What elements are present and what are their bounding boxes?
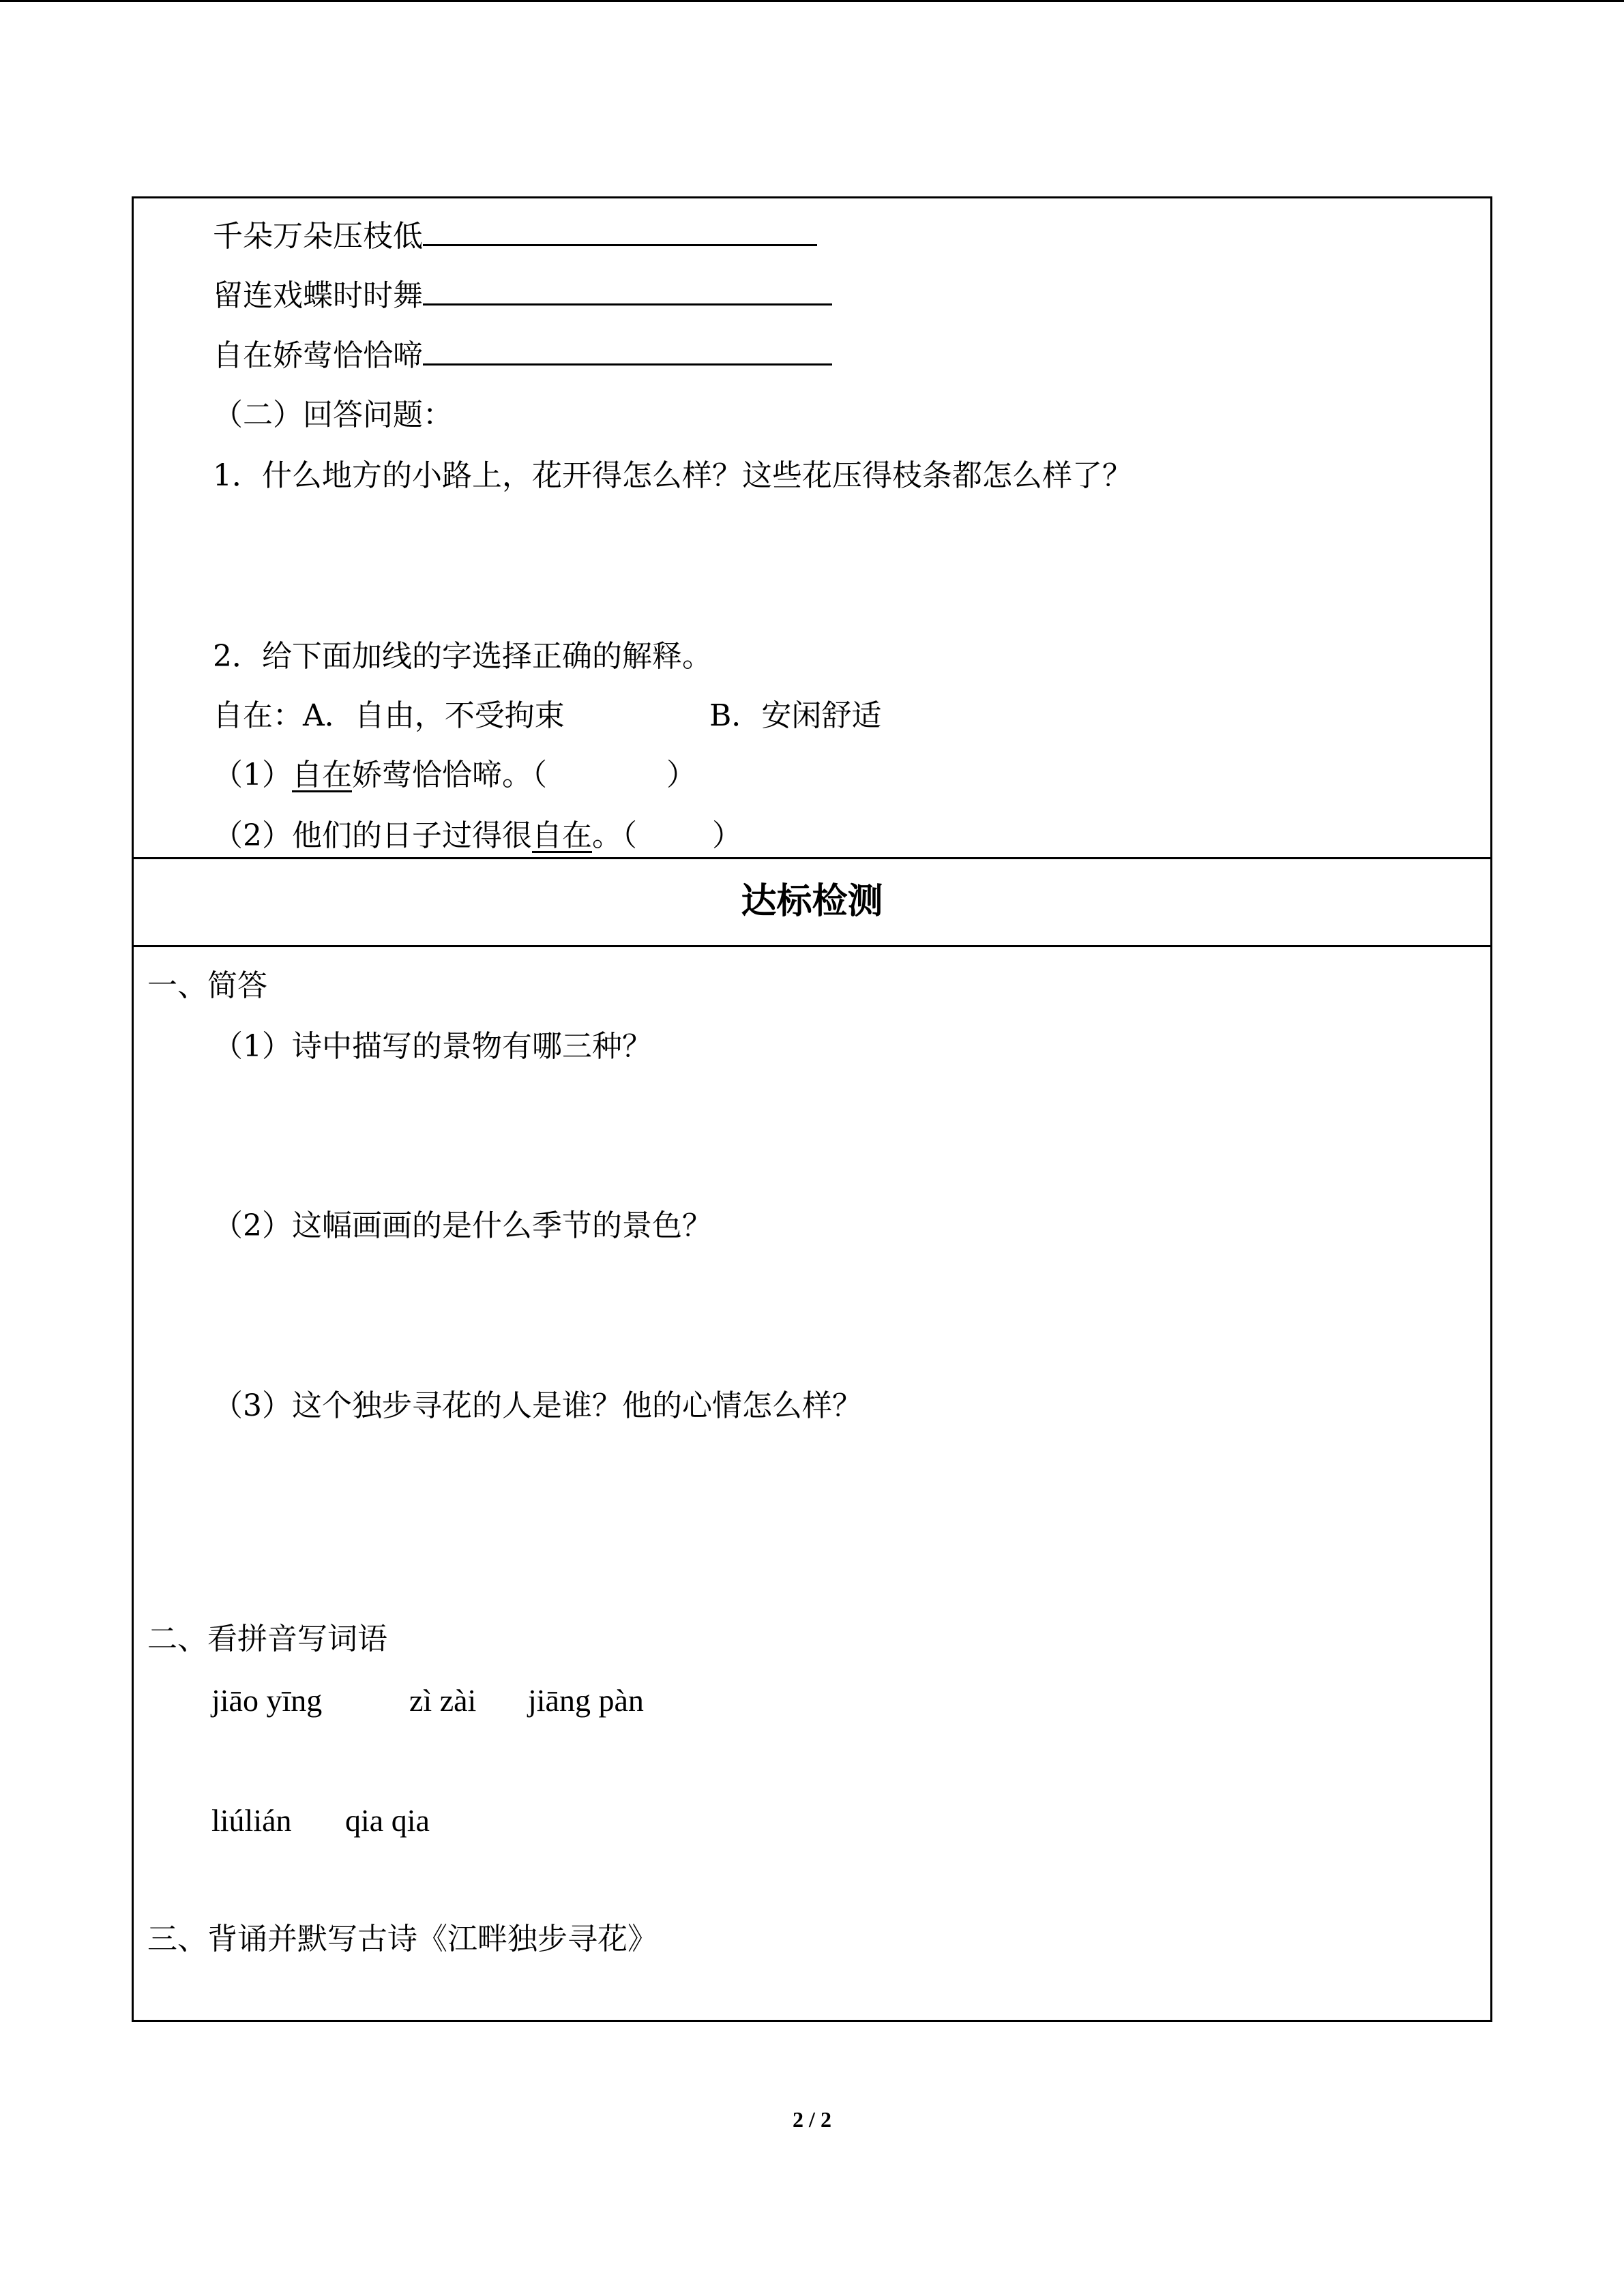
- pinyin-word: zì zài: [409, 1683, 477, 1718]
- poem-line-text: 留连戏蝶时时舞: [213, 278, 423, 313]
- sub-question-1: （1）自在娇莺恰恰啼。（ ）: [213, 758, 696, 792]
- table-divider-top: [132, 857, 1492, 859]
- short-question-2: （2）这幅画画的是什么季节的景色？: [213, 1208, 712, 1243]
- pinyin-word: jiāng pàn: [528, 1683, 644, 1718]
- answer-blank[interactable]: [423, 217, 817, 246]
- part-2-title: 二、看拼音写词语: [147, 1622, 387, 1656]
- poem-line-3: [213, 336, 832, 375]
- section-label: （二）回答问题：: [213, 398, 453, 432]
- answer-blank[interactable]: [423, 336, 832, 366]
- page-number: 2 / 2: [793, 2107, 831, 2132]
- poem-line-text: 自在娇莺恰恰啼: [213, 338, 423, 373]
- choice-a: 自在：A．自由，不受拘束: [213, 698, 565, 733]
- poem-line-2: [213, 276, 832, 315]
- pinyin-word: jiāo yīng: [211, 1683, 323, 1718]
- underlined-word: 自在: [292, 758, 352, 792]
- table-divider-bottom: [132, 945, 1492, 947]
- poem-line-1: [213, 217, 817, 256]
- short-question-1: （1）诗中描写的景物有哪三种？: [213, 1029, 652, 1064]
- part-1-title: 一、简答: [147, 968, 267, 1003]
- pinyin-word: qia qia: [345, 1803, 430, 1838]
- short-question-3: （3）这个独步寻花的人是谁？他的心情怎么样？: [213, 1388, 862, 1423]
- sub-question-2: （2）他们的日子过得很自在。（ ）: [213, 818, 742, 853]
- answer-blank[interactable]: [423, 276, 832, 305]
- section-heading: 达标检测: [741, 881, 883, 922]
- question-1: 1．什么地方的小路上，花开得怎么样？这些花压得枝条都怎么样了？: [213, 458, 1132, 493]
- underlined-word: 自在: [532, 818, 592, 853]
- choice-b: B．安闲舒适: [709, 698, 882, 733]
- top-border-line: [0, 0, 1624, 2]
- question-2: 2．给下面加线的字选择正确的解释。: [213, 639, 712, 674]
- pinyin-word: liúlián: [211, 1803, 292, 1838]
- part-3-title: 三、背诵并默写古诗《江畔独步寻花》: [147, 1922, 658, 1956]
- poem-line-text: 千朵万朵压枝低: [213, 219, 423, 254]
